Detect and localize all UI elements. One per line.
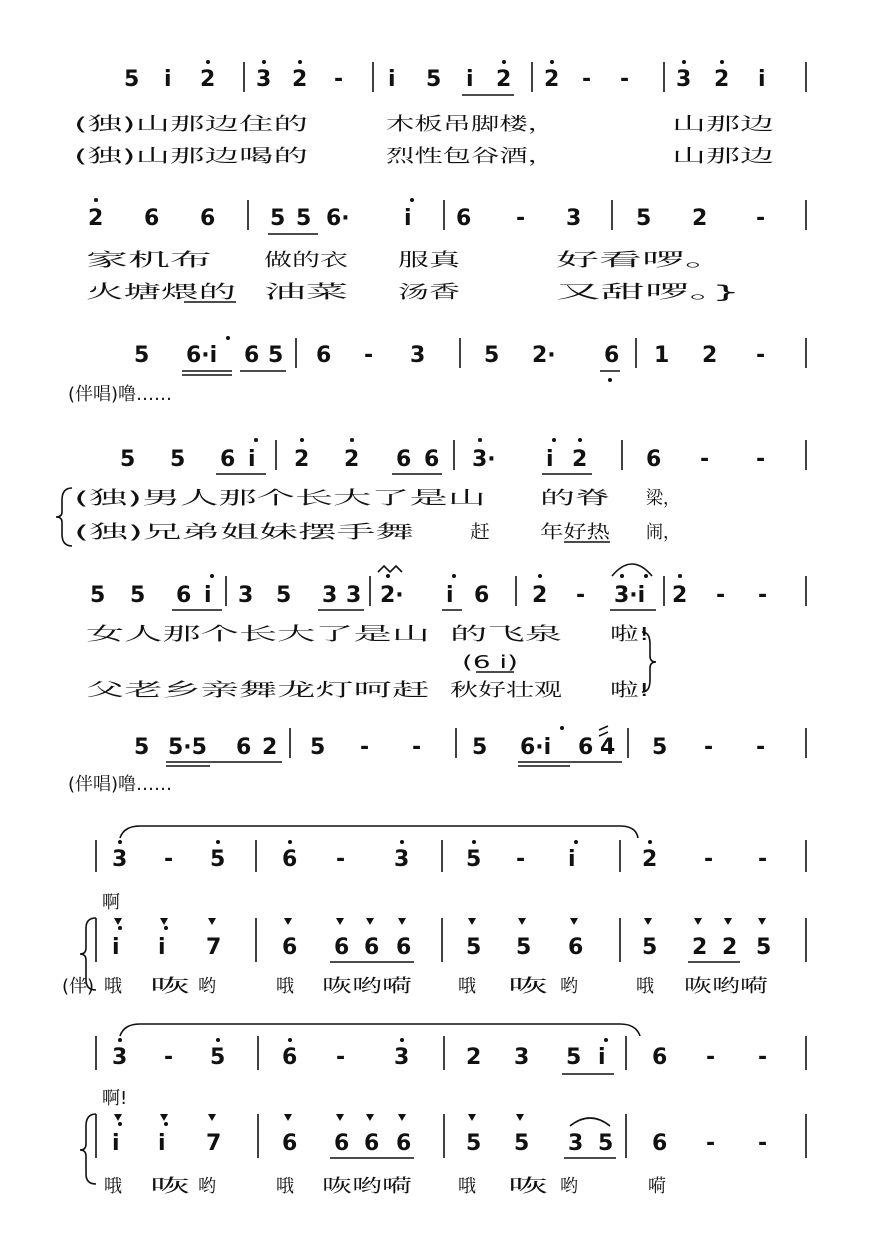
note: i [248, 447, 256, 472]
lyric: 哦 [636, 976, 654, 997]
note: 2 [532, 583, 548, 608]
octave-dot [262, 60, 266, 64]
note: 6 [316, 343, 332, 368]
note: - [576, 583, 586, 608]
lyric: 的脊 [540, 488, 610, 509]
lyric: 哦 [104, 976, 122, 997]
accent-mark [366, 1114, 374, 1121]
lyric: 啦! [610, 624, 650, 645]
note: 6 [220, 447, 236, 472]
note: 6 [396, 447, 412, 472]
octave-dot [254, 438, 258, 442]
note: 6 [568, 935, 584, 960]
brace [56, 488, 72, 546]
lyric: 咴 [508, 976, 548, 997]
note: - [412, 735, 422, 760]
note: i [446, 583, 454, 608]
note: 5 [516, 935, 532, 960]
note: 5 [130, 583, 146, 608]
note: 5 [90, 583, 106, 608]
note: 6 [334, 1131, 350, 1156]
section-6 [68, 726, 806, 795]
note: - [704, 847, 714, 872]
octave-dot [94, 198, 98, 202]
note: 3 [322, 583, 338, 608]
note: - [582, 67, 592, 92]
accent-mark [208, 1114, 216, 1121]
accent-mark [366, 918, 374, 925]
section-3 [68, 336, 806, 405]
accent-mark [724, 918, 732, 925]
note: - [164, 1045, 174, 1070]
accent-mark [694, 918, 702, 925]
note: 5 [466, 935, 482, 960]
note: 3 [238, 583, 254, 608]
note: 2· [380, 583, 404, 608]
lyric: 梁， [646, 488, 682, 509]
phrase-slur [120, 826, 638, 838]
octave-dot [678, 574, 682, 578]
lyric: (伴唱)噜…… [68, 384, 173, 405]
lyric: 年好热 [540, 522, 594, 543]
note: i [112, 935, 120, 960]
lyric: 咴 [150, 1176, 190, 1197]
lyric: 哟 [560, 1176, 578, 1197]
octave-dot [118, 1038, 122, 1042]
lyric: 山那边 [672, 146, 774, 167]
note: 5 [120, 447, 136, 472]
octave-dot [400, 1038, 404, 1042]
note: 6 [578, 735, 594, 760]
lyric: 的飞泉 [450, 624, 562, 645]
lyric: (独)山那边喝的 [74, 146, 308, 167]
note: 6 [282, 1131, 298, 1156]
note: 5 [310, 735, 326, 760]
lyric: 秋好壮观 [450, 680, 562, 701]
note: 3 [112, 847, 128, 872]
note: 6 [282, 935, 298, 960]
lyric: 汤香 [398, 282, 460, 303]
note: - [716, 583, 726, 608]
note: 1 [654, 343, 670, 368]
accent-mark [208, 918, 216, 925]
note: 6 [474, 583, 490, 608]
lyric: 啦! [610, 680, 650, 701]
note: i [158, 935, 166, 960]
lyric: 油菜 [264, 282, 348, 303]
note: 5 [466, 847, 482, 872]
note: - [756, 735, 766, 760]
note: 6 [236, 735, 252, 760]
octave-dot [118, 840, 122, 844]
note: i [158, 1131, 166, 1156]
lyric: 啊! [102, 1088, 128, 1109]
note: i [598, 1045, 606, 1070]
lyric: 做的衣 [264, 250, 348, 271]
note: 3 [346, 583, 362, 608]
note: i [164, 67, 172, 92]
note: 3· [472, 447, 496, 472]
octave-dot [472, 840, 476, 844]
octave-dot [210, 574, 214, 578]
octave-dot [288, 840, 292, 844]
note: i [758, 67, 766, 92]
accent-mark [284, 918, 292, 925]
lyric: 父老乡亲舞龙灯呵赶 [86, 680, 430, 701]
octave-dot [538, 574, 542, 578]
note: - [756, 206, 766, 231]
octave-dot [604, 1038, 608, 1042]
lyric: 哟 [198, 1176, 216, 1197]
lyric: (6 i) [462, 652, 518, 673]
note: 2 [672, 583, 688, 608]
note: 6· [326, 206, 350, 231]
note: 2· [532, 343, 556, 368]
octave-dot [118, 926, 122, 930]
lyric: 赶 [470, 522, 490, 543]
note: 7 [206, 935, 222, 960]
octave-dot [216, 840, 220, 844]
accent-mark [114, 1114, 122, 1121]
octave-dot [298, 60, 302, 64]
note: 6 [200, 206, 216, 231]
note: 5·5 [168, 735, 207, 760]
lyric: (独)山那边住的 [74, 114, 308, 135]
lyric: 火塘煨的 [86, 282, 236, 303]
octave-dot [502, 60, 506, 64]
note: 3 [394, 1045, 410, 1070]
note: - [620, 67, 630, 92]
accent-mark [160, 918, 168, 925]
note: 6 [396, 935, 412, 960]
octave-dot [400, 840, 404, 844]
phrase-slur [120, 1024, 640, 1036]
note: 5 [276, 583, 292, 608]
note: 5 [756, 935, 772, 960]
note: 2 [702, 343, 718, 368]
octave-dot [552, 438, 556, 442]
octave-dot [226, 336, 230, 340]
note: 5 [210, 847, 226, 872]
note: 2 [692, 206, 708, 231]
note: 2 [88, 206, 104, 231]
note: 6 [282, 1045, 298, 1070]
note: 6 [282, 847, 298, 872]
note: 5 [426, 67, 442, 92]
note: - [758, 847, 768, 872]
octave-dot [720, 60, 724, 64]
octave-dot [608, 378, 612, 382]
octave-dot [164, 1122, 168, 1126]
note: 2 [200, 67, 216, 92]
note: 2 [496, 67, 512, 92]
lyric: (伴) [62, 976, 95, 997]
note: 2 [344, 447, 360, 472]
note: 5 [134, 735, 150, 760]
section-7 [62, 826, 806, 997]
note: 7 [206, 1131, 222, 1156]
note: 3 [394, 847, 410, 872]
note: 3 [568, 1131, 584, 1156]
octave-dot [578, 438, 582, 442]
note: 6·i [520, 735, 552, 760]
note: i [568, 847, 576, 872]
section-4 [56, 438, 806, 546]
note: - [758, 1045, 768, 1070]
note: 6 [334, 935, 350, 960]
note: - [706, 1131, 716, 1156]
section-5 [86, 564, 806, 701]
note: i [388, 67, 396, 92]
octave-dot [288, 1038, 292, 1042]
octave-dot [644, 574, 648, 578]
accent-mark [336, 1114, 344, 1121]
section-1 [74, 60, 806, 167]
octave-dot [386, 574, 390, 578]
note: 2 [466, 1045, 482, 1070]
note: 3 [112, 1045, 128, 1070]
note: 2 [262, 735, 278, 760]
note: 2 [714, 67, 730, 92]
note: 5 [514, 1131, 530, 1156]
note: 5 [270, 206, 286, 231]
accent-mark [114, 918, 122, 925]
note: 5 [296, 206, 312, 231]
lyric: 好看啰。 [556, 250, 728, 271]
lyric: 啊 [102, 892, 120, 913]
note: 6 [652, 1131, 668, 1156]
note: i [204, 583, 212, 608]
note: - [758, 1131, 768, 1156]
lyric: 女人那个长大了是山 [86, 624, 430, 645]
lyric: 咴 [150, 976, 190, 997]
note: 5 [472, 735, 488, 760]
note: - [334, 67, 344, 92]
accent-mark [516, 1114, 524, 1121]
note: 5 [652, 735, 668, 760]
accent-marks [114, 918, 766, 925]
note: 6 [652, 1045, 668, 1070]
note: - [164, 847, 174, 872]
note: 6 [456, 206, 472, 231]
octave-dot [648, 840, 652, 844]
slur [570, 1118, 610, 1126]
octave-dot [350, 438, 354, 442]
note: 2 [294, 447, 310, 472]
note: 3 [676, 67, 692, 92]
note: 3 [256, 67, 272, 92]
lyric: 哦 [276, 976, 294, 997]
note: 2 [544, 67, 560, 92]
note: 3·i [614, 583, 646, 608]
octave-dot [620, 574, 624, 578]
note: 5 [484, 343, 500, 368]
note: 5 [642, 935, 658, 960]
octave-dot [478, 438, 482, 442]
note: - [700, 447, 710, 472]
note: - [364, 343, 374, 368]
lyric: 咴哟嗬 [322, 1176, 412, 1197]
note: 6 [364, 1131, 380, 1156]
section-8 [80, 1024, 806, 1197]
note: 3 [410, 343, 426, 368]
accent-mark [398, 918, 406, 925]
accent-mark [160, 1114, 168, 1121]
note: i [466, 67, 474, 92]
octave-dot [206, 60, 210, 64]
note: 5 [268, 343, 284, 368]
trill-mark [378, 566, 402, 572]
octave-dot [574, 840, 578, 844]
note: - [336, 1045, 346, 1070]
note: 5 [598, 1131, 614, 1156]
note: i [546, 447, 554, 472]
note: 5 [170, 447, 186, 472]
accent-mark [570, 918, 578, 925]
accent-mark [284, 1114, 292, 1121]
accent-mark [468, 1114, 476, 1121]
lyric: 服真 [398, 250, 462, 271]
note: 5 [134, 343, 150, 368]
note: 6 [144, 206, 160, 231]
lyric: 烈性包谷酒， [386, 146, 556, 167]
accent-mark [644, 918, 652, 925]
note: - [516, 847, 526, 872]
note: 5 [636, 206, 652, 231]
accent-mark [518, 918, 526, 925]
octave-dot [410, 198, 414, 202]
note: 6 [244, 343, 260, 368]
note: - [360, 735, 370, 760]
note: 2 [642, 847, 658, 872]
note: 5 [124, 67, 140, 92]
octave-dot [452, 574, 456, 578]
octave-dot [550, 60, 554, 64]
note: 2 [572, 447, 588, 472]
lyric: 咴 [508, 1176, 548, 1197]
note: i [404, 206, 412, 231]
accent-mark [758, 918, 766, 925]
note: - [704, 735, 714, 760]
lyric: 木板吊脚楼， [386, 114, 556, 135]
note: 6 [646, 447, 662, 472]
section-2 [86, 198, 806, 303]
note: 5 [210, 1045, 226, 1070]
lyric: 哟 [198, 976, 216, 997]
lyric: (伴唱)噜…… [68, 774, 173, 795]
octave-dot [216, 1038, 220, 1042]
lyric: 闹， [646, 522, 680, 543]
lyric: 咴哟嗬 [684, 976, 768, 997]
note: 2 [692, 935, 708, 960]
note: - [756, 343, 766, 368]
lyric: 哦 [276, 1176, 294, 1197]
accent-mark [336, 918, 344, 925]
lyric: 哦 [458, 976, 476, 997]
note: - [758, 583, 768, 608]
note: 6 [364, 935, 380, 960]
note: - [756, 447, 766, 472]
lyric: 山那边 [672, 114, 774, 135]
accent-mark [468, 918, 476, 925]
note: 4 [600, 735, 616, 760]
accent-marks [114, 1114, 524, 1121]
note: 6 [176, 583, 192, 608]
note: i [112, 1131, 120, 1156]
lyric: 家机布 [86, 250, 212, 271]
lyric: 咴哟嗬 [322, 976, 412, 997]
lyric: (独)兄弟姐妹摆手舞 [74, 522, 415, 543]
note: 3 [514, 1045, 530, 1070]
lyric: 嗬 [648, 1176, 666, 1197]
lyric: (独)男人那个长大了是山 [74, 488, 486, 509]
sharp-mark [599, 726, 608, 730]
note: 5 [466, 1131, 482, 1156]
octave-dot [164, 926, 168, 930]
lyric: 哟 [560, 976, 578, 997]
accent-mark [398, 1114, 406, 1121]
note: 5 [566, 1045, 582, 1070]
lyric: 哦 [458, 1176, 476, 1197]
octave-dot [560, 726, 564, 730]
note: 6 [604, 343, 620, 368]
note: 2 [722, 935, 738, 960]
note: 2 [292, 67, 308, 92]
lyric: 哦 [104, 1176, 122, 1197]
note: 3 [566, 206, 582, 231]
lyric: 又甜啰。} [556, 282, 740, 303]
note: - [516, 206, 526, 231]
octave-dot [118, 1122, 122, 1126]
note: - [336, 847, 346, 872]
note: 6 [424, 447, 440, 472]
note: - [706, 1045, 716, 1070]
brace [80, 1114, 96, 1184]
note: 6 [396, 1131, 412, 1156]
octave-dot [300, 438, 304, 442]
note: 6·i [186, 343, 218, 368]
octave-dot [682, 60, 686, 64]
